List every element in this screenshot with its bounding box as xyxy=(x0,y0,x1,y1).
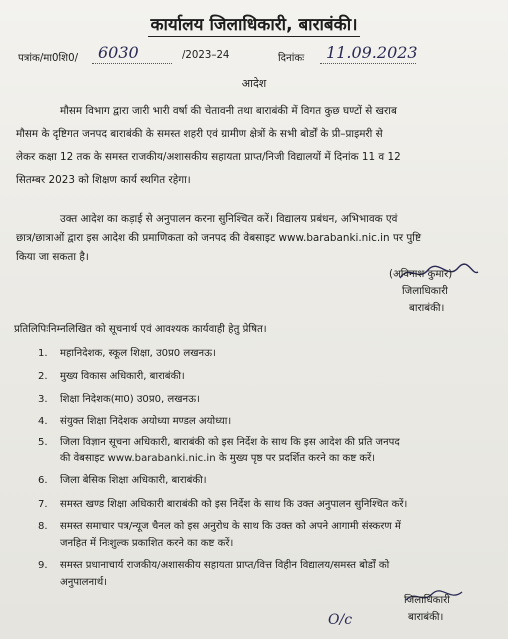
copy-item-text: जिला बेसिक शिक्षा अधिकारी, बाराबंकी। xyxy=(60,475,207,486)
copy-item-number: 9. xyxy=(38,560,48,571)
copy-item-number: 3. xyxy=(38,394,48,405)
date-underline xyxy=(320,63,416,64)
copy-item-text: समस्त प्रधानाचार्य राजकीय/अशासकीय सहायता प्राप्त/वित्त विहीन विद्यालय/समस्त बोर्डों को xyxy=(60,560,390,571)
copy-item-8 xyxy=(38,518,401,532)
copy-item-number: 6. xyxy=(38,475,48,486)
copy-heading: प्रतिलिपिःनिम्नलिखित को सूचनार्थ एवं आवश्यक कार्यवाही हेतु प्रेषित। xyxy=(14,324,267,335)
ref-underline xyxy=(92,63,172,64)
ref-year: /2023–24 xyxy=(182,50,230,61)
body-line-3: लेकर कक्षा 12 तक के समस्त राजकीय/अशासकीय सहायता प्राप्त/निजी विद्यालयों में दिनांक 11 व 12 xyxy=(16,151,401,163)
copy-item-number: 2. xyxy=(38,371,48,382)
body-line-7: किया जा सकता है। xyxy=(16,251,89,263)
body-line-6: छात्र/छात्राओं द्वारा इस आदेश की प्रमाणिकता को जनपद की वेबसाइट www.barabanki.nic.in पर पुष्टि xyxy=(16,232,422,244)
body-line-2: मौसम के दृष्टिगत जनपद बाराबंकी के समस्त शहरी एवं ग्रामीण क्षेत्रों के सभी बोर्डों के प्री–प्राइमरी से xyxy=(16,128,383,140)
body-line-1: मौसम विभाग द्वारा जारी भारी वर्षा की चेतावनी तथा बाराबंकी में विगत कुछ घण्टों से खराब xyxy=(60,105,397,117)
copy-item-4 xyxy=(38,413,231,427)
copy-item-5-cont: की वेबसाइट www.barabanki.nic.in के मुख्य पृष्ठ पर प्रदर्शित करने का कष्ट करें। xyxy=(60,453,376,464)
copy-item-9 xyxy=(38,557,389,571)
copy-item-7 xyxy=(38,496,407,510)
signatory2-place: बाराबंकी। xyxy=(408,612,444,623)
copy-item-3 xyxy=(38,391,200,405)
signatory2-designation: जिलाधिकारी xyxy=(404,595,450,606)
copy-item-9-cont: अनुपालनार्थ। xyxy=(60,577,107,588)
copy-item-text: संयुक्त शिक्षा निदेशक अयोध्या मण्डल अयोध्या। xyxy=(60,416,232,427)
copy-item-text: शिक्षा निदेशक(मा0) उ0प्र0, लखनऊ। xyxy=(60,394,200,405)
ref-label: पत्रांक/मा0शि0/ xyxy=(18,53,78,64)
body-line-4: सितम्बर 2023 को शिक्षण कार्य स्थगित रहेगा। xyxy=(16,174,191,186)
copy-item-number: 1. xyxy=(38,348,48,359)
copy-item-8-cont: जनहित में निःशुल्क प्रकाशित करने का कष्ट करें। xyxy=(60,538,234,549)
office-title-text: कार्यालय जिलाधिकारी, बाराबंकी। xyxy=(150,15,358,35)
copy-item-text: समस्त समाचार पत्र/न्यूज चैनल को इस अनुरोध के साथ कि उक्त को अपने आगामी संस्करण में xyxy=(60,521,401,532)
copy-item-1 xyxy=(38,345,216,359)
date-label: दिनांकः xyxy=(278,53,305,64)
copy-item-text: जिला विज्ञान सूचना अधिकारी, बाराबंकी को इस निर्देश के साथ कि इस आदेश की प्रति जनपद xyxy=(60,437,400,448)
copy-item-text: समस्त खण्ड शिक्षा अधिकारी बाराबंकी को इस निर्देश के साथ कि उक्त अनुपालन सुनिश्चित करें। xyxy=(60,499,408,510)
copy-item-number: 8. xyxy=(38,521,48,532)
date-value: 11.09.2023 xyxy=(326,43,418,62)
order-heading: आदेश xyxy=(241,77,267,90)
copy-item-number: 5. xyxy=(38,437,48,448)
copy-item-5 xyxy=(38,434,400,448)
copy-item-text: महानिदेशक, स्कूल शिक्षा, उ0प्र0 लखनऊ। xyxy=(60,348,216,359)
copy-item-number: 7. xyxy=(38,499,48,510)
copy-item-6 xyxy=(38,472,207,486)
copy-item-2 xyxy=(38,368,185,382)
signatory-place: बाराबंकी। xyxy=(409,303,445,314)
ref-number: 6030 xyxy=(98,43,139,62)
footer-mark: O/c xyxy=(328,612,353,628)
copy-item-text: मुख्य विकास अधिकारी, बाराबंकी। xyxy=(60,371,185,382)
copy-item-number: 4. xyxy=(38,416,48,427)
signatory-name: (अविनाश कुमार) xyxy=(389,269,453,280)
body-line-5: उक्त आदेश का कड़ाई से अनुपालन करना सुनिश्चित करें। विद्यालय प्रबंधन, अभिभावक एवं xyxy=(60,213,398,225)
office-title xyxy=(0,12,508,35)
signatory-designation: जिलाधिकारी xyxy=(402,286,448,297)
